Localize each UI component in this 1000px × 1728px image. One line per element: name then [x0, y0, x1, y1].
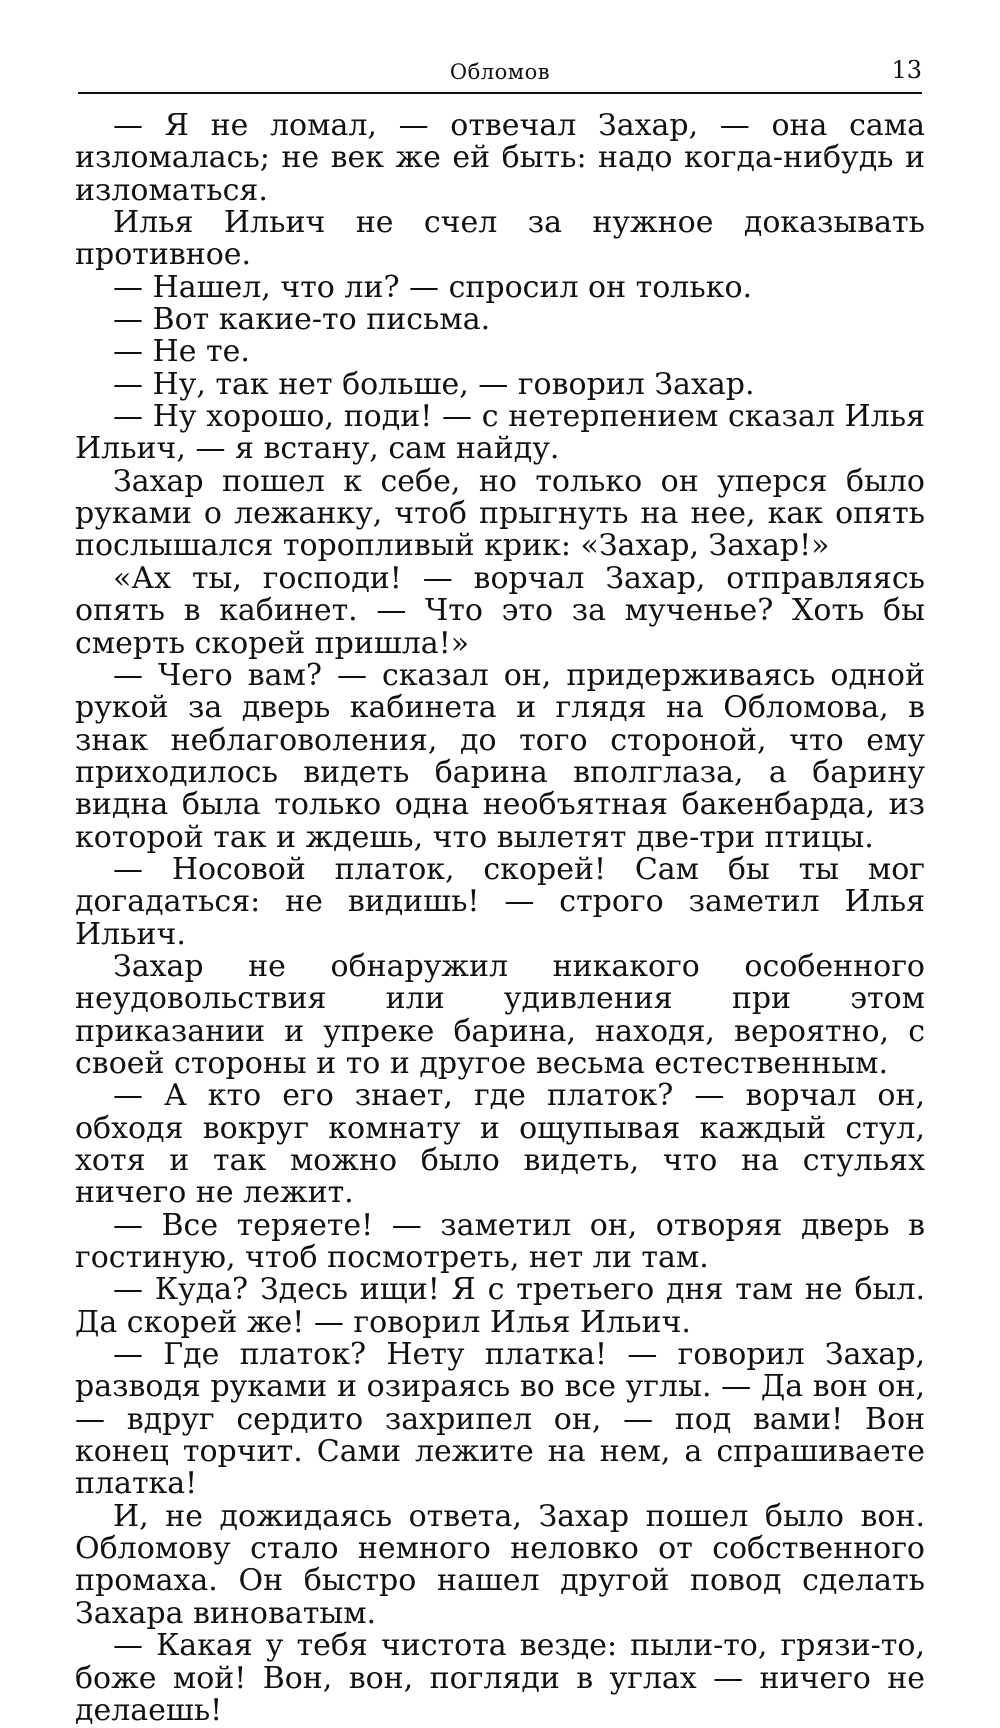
paragraph: — Какая у тебя чистота везде: пыли-то, грязи-то, боже мой! Вон, вон, погляди в углах — ничего не делаешь! — [75, 1628, 925, 1728]
paragraph: «Ах ты, господи! — ворчал Захар, отправляясь опять в кабинет. — Что это за мученье? Хоть бы смерть скорей пришла!» — [75, 560, 925, 661]
paragraph: — Носовой платок, скорей! Сам бы ты мог догадаться: не видишь! — строго заметил Илья Ильич. — [75, 851, 925, 952]
paragraph: — Ну хорошо, поди! — с нетерпением сказал Илья Ильич, — я встану, сам найду. — [75, 399, 925, 467]
paragraph: — Куда? Здесь ищи! Я с третьего дня там не был. Да скорей же! — говорил Илья Ильич. — [75, 1272, 925, 1340]
paragraph: — Где платок? Нету платка! — говорил Захар, разводя руками и озираясь во все углы. — Да вон он, — вдруг сердито захрипел он, — под вами! Вон конец торчит. Сами лежите на нем, а спрашиваете платка! — [75, 1337, 925, 1502]
paragraph: — Нашел, что ли? — спросил он только. — [113, 269, 753, 305]
body-text — [75, 110, 925, 1727]
paragraph: — Не те. — [113, 334, 250, 370]
page-number: 13 — [891, 56, 922, 84]
paragraph: Захар пошел к себе, но только он уперся было руками о лежанку, чтоб прыгнуть на нее, как опять послышался торопливый крик: «Захар, Захар!» — [75, 463, 925, 564]
paragraph: Захар не обнаружил никакого особенного неудовольствия или удивления при этом приказании и упреке барина, находя, вероятно, с своей стороны и то и другое весьма естественным. — [75, 948, 925, 1081]
paragraph: И, не дожидаясь ответа, Захар пошел было вон. Обломову стало немного неловко от собственного промаха. Он быстро нашел другой повод сделать Захара виноватым. — [75, 1498, 925, 1631]
paragraph: — Я не ломал, — отвечал Захар, — она сама изломалась; не век же ей быть: надо когда-нибудь и изломаться. — [75, 108, 925, 208]
paragraph: — Ну, так нет больше, — говорил Захар. — [113, 366, 755, 402]
running-head — [78, 52, 922, 94]
paragraph: — А кто его знает, где платок? — ворчал он, обходя вокруг комнату и ощупывая каждый стул, хотя и так можно было видеть, что на стульях ничего не лежит. — [75, 1078, 925, 1211]
paragraph: Илья Ильич не счел за нужное доказывать противное. — [75, 205, 925, 273]
paragraph: — Чего вам? — сказал он, придерживаясь одной рукой за дверь кабинета и глядя на Обломова, в знак неблаговоления, до того стороной, что ему приходилось видеть барина вполглаза, а барину видна была только одна необъятная бакенбарда, из которой так и ждешь, что вылетят две-три птицы. — [75, 657, 925, 855]
paragraph: — Вот какие-то письма. — [113, 302, 491, 338]
running-title: Обломов — [449, 60, 551, 84]
paragraph: — Все теряете! — заметил он, отворяя дверь в гостиную, чтоб посмотреть, нет ли там. — [75, 1207, 925, 1276]
